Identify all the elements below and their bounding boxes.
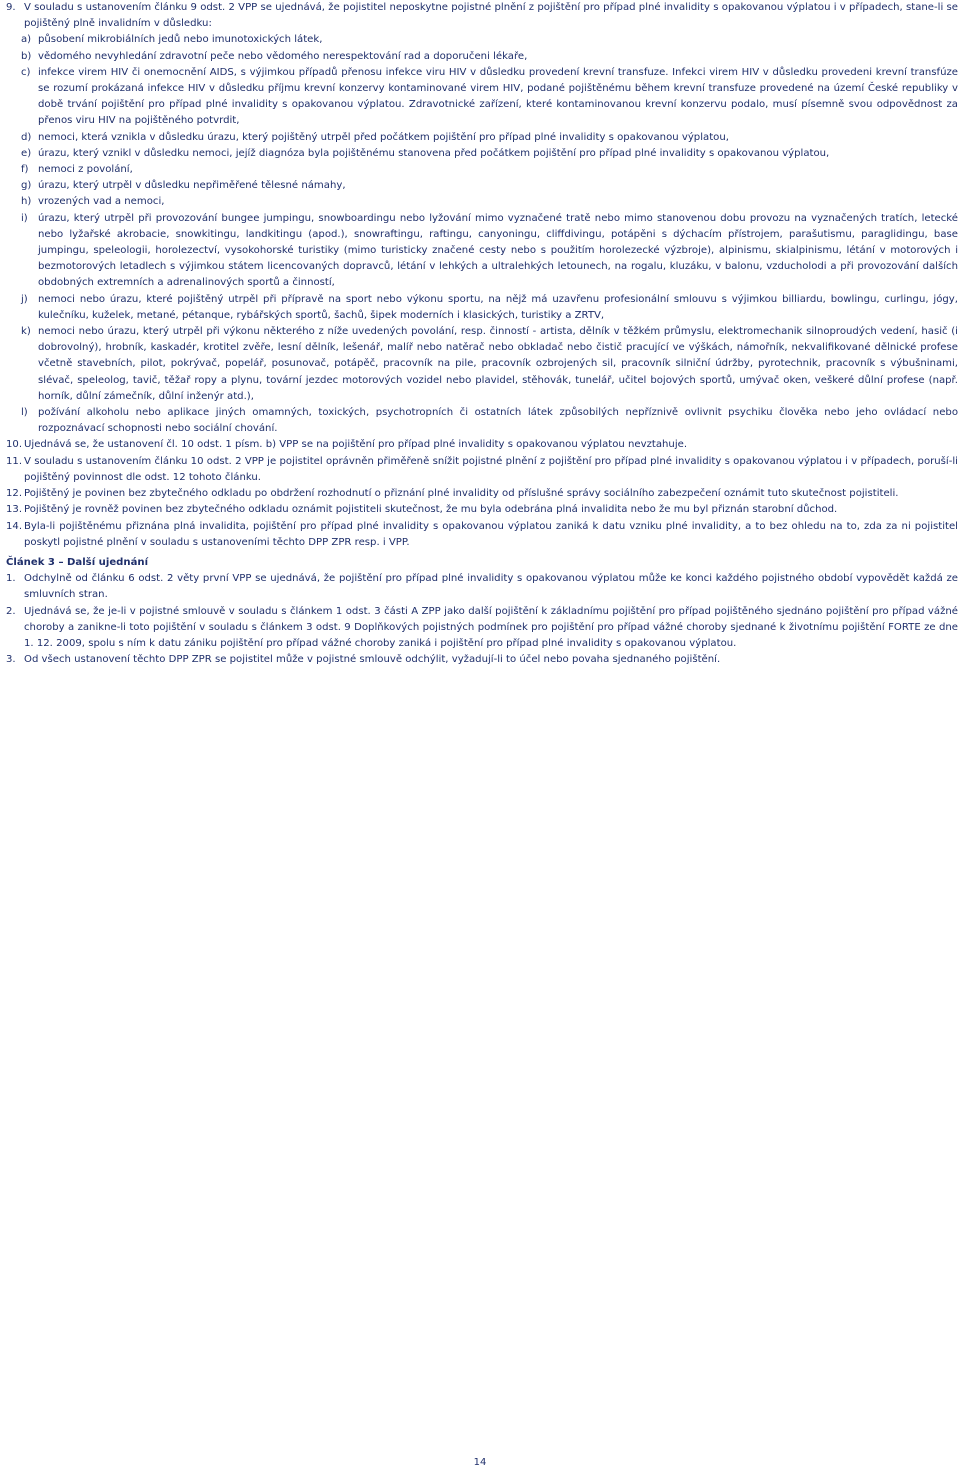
clause-text: Byla-li pojištěnému přiznána plná invalidita, pojištění pro případ plné invalidity s opakovanou výplatou zaniká k datu vzniku plné invalidity, a to bez ohledu na to, zda za ni pojistitel poskytl pojistné plnění v souladu s ustanoveními těchto DPP ZPR resp. i VPP. — [24, 520, 958, 548]
document-body — [6, 0, 958, 668]
clause-12 — [6, 486, 958, 502]
exclusion-item — [21, 162, 958, 178]
clause-text: Odchylně od článku 6 odst. 2 věty první VPP se ujednává, že pojištění pro případ plné invalidity s opakovanou výplatou může ke konci každého pojistného období vypovědět každá ze smluvních stran. — [24, 573, 958, 601]
exclusion-item — [21, 324, 958, 405]
exclusion-text: úrazu, který utrpěl v důsledku nepřiměřené tělesné námahy, — [38, 180, 346, 192]
clause-text: Ujednává se, že je-li v pojistné smlouvě v souladu s článkem 1 odst. 3 části A ZPP jako další pojištění k základnímu pojištění pro případ pojištěného sjednáno pojištění pro případ vážné choroby a zanikne-li toto pojištění v souladu s článkem 3 odst. 9 Doplňkových pojistných podmínek pro pojištění pro případ vážné choroby sjednané k životnímu pojištění FORTE ze dne 1. 12. 2009, spolu s ním k datu zániku pojištění pro případ vážné choroby zaniká i pojištění pro případ plné invalidity s opakovanou výplatou. — [24, 605, 958, 649]
exclusion-text: vrozených vad a nemoci, — [38, 196, 165, 208]
exclusion-item — [21, 65, 958, 130]
clause-14 — [6, 519, 958, 551]
exclusion-item — [21, 194, 958, 210]
clause-number: 3. — [6, 654, 16, 666]
exclusion-text: nemoci z povolání, — [38, 164, 133, 176]
exclusion-item — [21, 32, 958, 48]
clause-number: 12. — [6, 488, 23, 500]
clause-text: Pojištěný je rovněž povinen bez zbytečného odkladu oznámit pojistiteli skutečnost, že mu byla odebrána plná invalidita nebo že mu byl přiznán starobní důchod. — [24, 504, 838, 516]
exclusion-letter: j) — [21, 293, 28, 305]
clause-9 — [6, 0, 958, 32]
exclusion-text: nemoci nebo úrazu, které pojištěný utrpěl při přípravě na sport nebo výkonu sportu, na nějž má uzavřenu profesionální smlouvu s výjimkou billiardu, bowlingu, curlingu, jógy, kulečníku, kuželek, metané, pétanque, rybářských sportů, šachů, šipek moderních i klasických, turistiky a ZRTV, — [38, 293, 958, 321]
exclusion-letter: l) — [21, 407, 28, 419]
exclusion-letter: a) — [21, 34, 32, 46]
exclusion-letter: c) — [21, 66, 31, 78]
exclusion-letter: f) — [21, 164, 29, 176]
clause-text: V souladu s ustanovením článku 9 odst. 2 VPP se ujednává, že pojistitel neposkytne pojistné plnění z pojištění pro případ plné invalidity s opakovanou výplatou i v případech, stane-li se pojištěný plně invalidním v důsledku: — [24, 2, 958, 30]
exclusion-letter: h) — [21, 196, 32, 208]
section-heading: Článek 3 – Další ujednání — [6, 556, 149, 568]
exclusion-item — [21, 178, 958, 194]
exclusion-item — [21, 211, 958, 292]
exclusion-item — [21, 405, 958, 437]
clause-11 — [6, 454, 958, 486]
art3-clause-1 — [6, 571, 958, 603]
exclusion-letter: b) — [21, 50, 32, 62]
exclusion-list — [6, 32, 958, 437]
clause-number: 2. — [6, 605, 16, 617]
exclusion-item — [21, 146, 958, 162]
exclusion-text: infekce virem HIV či onemocnění AIDS, s výjimkou případů přenosu infekce viru HIV v důsledku provedení krevní transfuze. Infekci virem HIV v důsledku provedeni krevní transfúze se rozumí prokázaná infekce HIV v důsledku příjmu krevní konzervy kontaminované virem HIV, podané pojištěnému během krevní transfuze provedené na území České republiky v době trvání pojištění pro případ plné invalidity s opakovanou výplatou. Zdravotnické zařízení, které kontaminovanou krevní konzervu podalo, musí písemně svou odpovědnost za přenos viru HIV na pojištěného potvrdit, — [38, 66, 958, 127]
exclusion-letter: g) — [21, 180, 32, 192]
clause-10 — [6, 437, 958, 453]
exclusion-item — [21, 292, 958, 324]
art3-clause-2 — [6, 604, 958, 653]
clause-number: 9. — [6, 2, 16, 13]
art3-clause-3 — [6, 652, 958, 668]
clause-number: 1. — [6, 573, 16, 585]
exclusion-letter: e) — [21, 147, 32, 159]
clause-text: Pojištěný je povinen bez zbytečného odkladu po obdržení rozhodnutí o přiznání plné invalidity od příslušné správy sociálního zabezpečení oznámit tuto skutečnost pojistiteli. — [24, 488, 899, 500]
exclusion-letter: i) — [21, 212, 28, 224]
exclusion-text: nemoci, která vznikla v důsledku úrazu, který pojištěný utrpěl před počátkem pojištění pro případ plné invalidity s opakovanou výplatou, — [38, 131, 729, 143]
clause-number: 13. — [6, 504, 23, 516]
exclusion-text: vědomého nevyhledání zdravotní peče nebo vědomého nerespektování rad a doporučeni lékaře, — [38, 50, 528, 62]
exclusion-text: úrazu, který vznikl v důsledku nemoci, jejíž diagnóza byla pojištěnému stanovena před počátkem pojištění pro případ plné invalidity s opakovanou výplatou, — [38, 147, 830, 159]
exclusion-text: požívání alkoholu nebo aplikace jiných omamných, toxických, psychotropních či ostatních látek způsobilých nepříznivě ovlivnit psychiku člověka nebo jeho ovládací nebo rozpoznávací schopnosti nebo sociální chování. — [38, 407, 958, 435]
exclusion-item — [21, 130, 958, 146]
exclusion-text: úrazu, který utrpěl při provozování bungee jumpingu, snowboardingu nebo lyžování mimo vyznačené tratě nebo mimo stanovenou dobu provozu na vyznačených tratích, letecké nebo lyžařské akrobacie, snowkitingu, landkitingu (apod.), snowraftingu, raftingu, canyoningu, cliffdivingu, potápěni s dýchacím přístrojem, parašutismu, paraglidingu, base jumpingu, speleologii, horolezectví, vysokohorské turistiky (mimo turisticky značené cesty nebo s použitím horolezecké výzbroje), alpinismu, skialpinismu, létání v motorových i bezmotorových letadlech s výjimkou státem licencovaných dopravců, létání v lehkých a ultralehkých letounech, na rogalu, kluzáku, v balonu, vzducholodi a při provozování dalších obdobných extremních a adrenalinových sportů a činností, — [38, 212, 958, 289]
clause-text: V souladu s ustanovením článku 10 odst. 2 VPP je pojistitel oprávněn přiměřeně snížit pojistné plnění z pojištění pro případ plné invalidity s opakovanou výplatou i v případech, poruší-li pojištěný povinnost dle odst. 12 tohoto článku. — [24, 455, 958, 483]
clause-number: 14. — [6, 520, 23, 532]
clause-number: 10. — [6, 439, 23, 451]
page-number: 14 — [473, 1457, 487, 1468]
clause-text: Od všech ustanovení těchto DPP ZPR se pojistitel může v pojistné smlouvě odchýlit, vyžadují-li to účel nebo povaha sjednaného pojištění. — [24, 654, 721, 666]
exclusion-item — [21, 49, 958, 65]
exclusion-text: působení mikrobiálních jedů nebo imunotoxických látek, — [38, 34, 323, 46]
clause-13 — [6, 502, 958, 518]
exclusion-letter: k) — [21, 326, 31, 338]
exclusion-letter: d) — [21, 131, 32, 143]
clause-text: Ujednává se, že ustanovení čl. 10 odst. 1 písm. b) VPP se na pojištění pro případ plné invalidity s opakovanou výplatou nevztahuje. — [24, 439, 688, 451]
exclusion-text: nemoci nebo úrazu, který utrpěl při výkonu některého z níže uvedených povolání, resp. činností - artista, dělník v těžkém průmyslu, elektromechanik silnoproudých vedení, hasič (i dobrovolný), hrobník, kaskadér, krotitel zvěře, lesní dělník, lešenář, malíř nebo natěrač nebo obkladač nebo čistič pracující ve výškách, námořník, nekvalifikované dělnické profese včetně stavebních, pilot, pokrývač, popelář, posunovač, potápěč, pracovník na pile, pracovník ozbrojených sil, pracovník silniční údržby, pyrotechnik, pracovník s výbušninami, slévač, speleolog, tavič, těžař ropy a plynu, tovární jezdec motorových vozidel nebo plavidel, stěhovák, tunelář, učitel bojových sportů, umývač oken, veškeré důlní profese (např. horník, důlní zámečník, důlní inženýr atd.), — [38, 326, 958, 402]
clause-number: 11. — [6, 455, 23, 467]
